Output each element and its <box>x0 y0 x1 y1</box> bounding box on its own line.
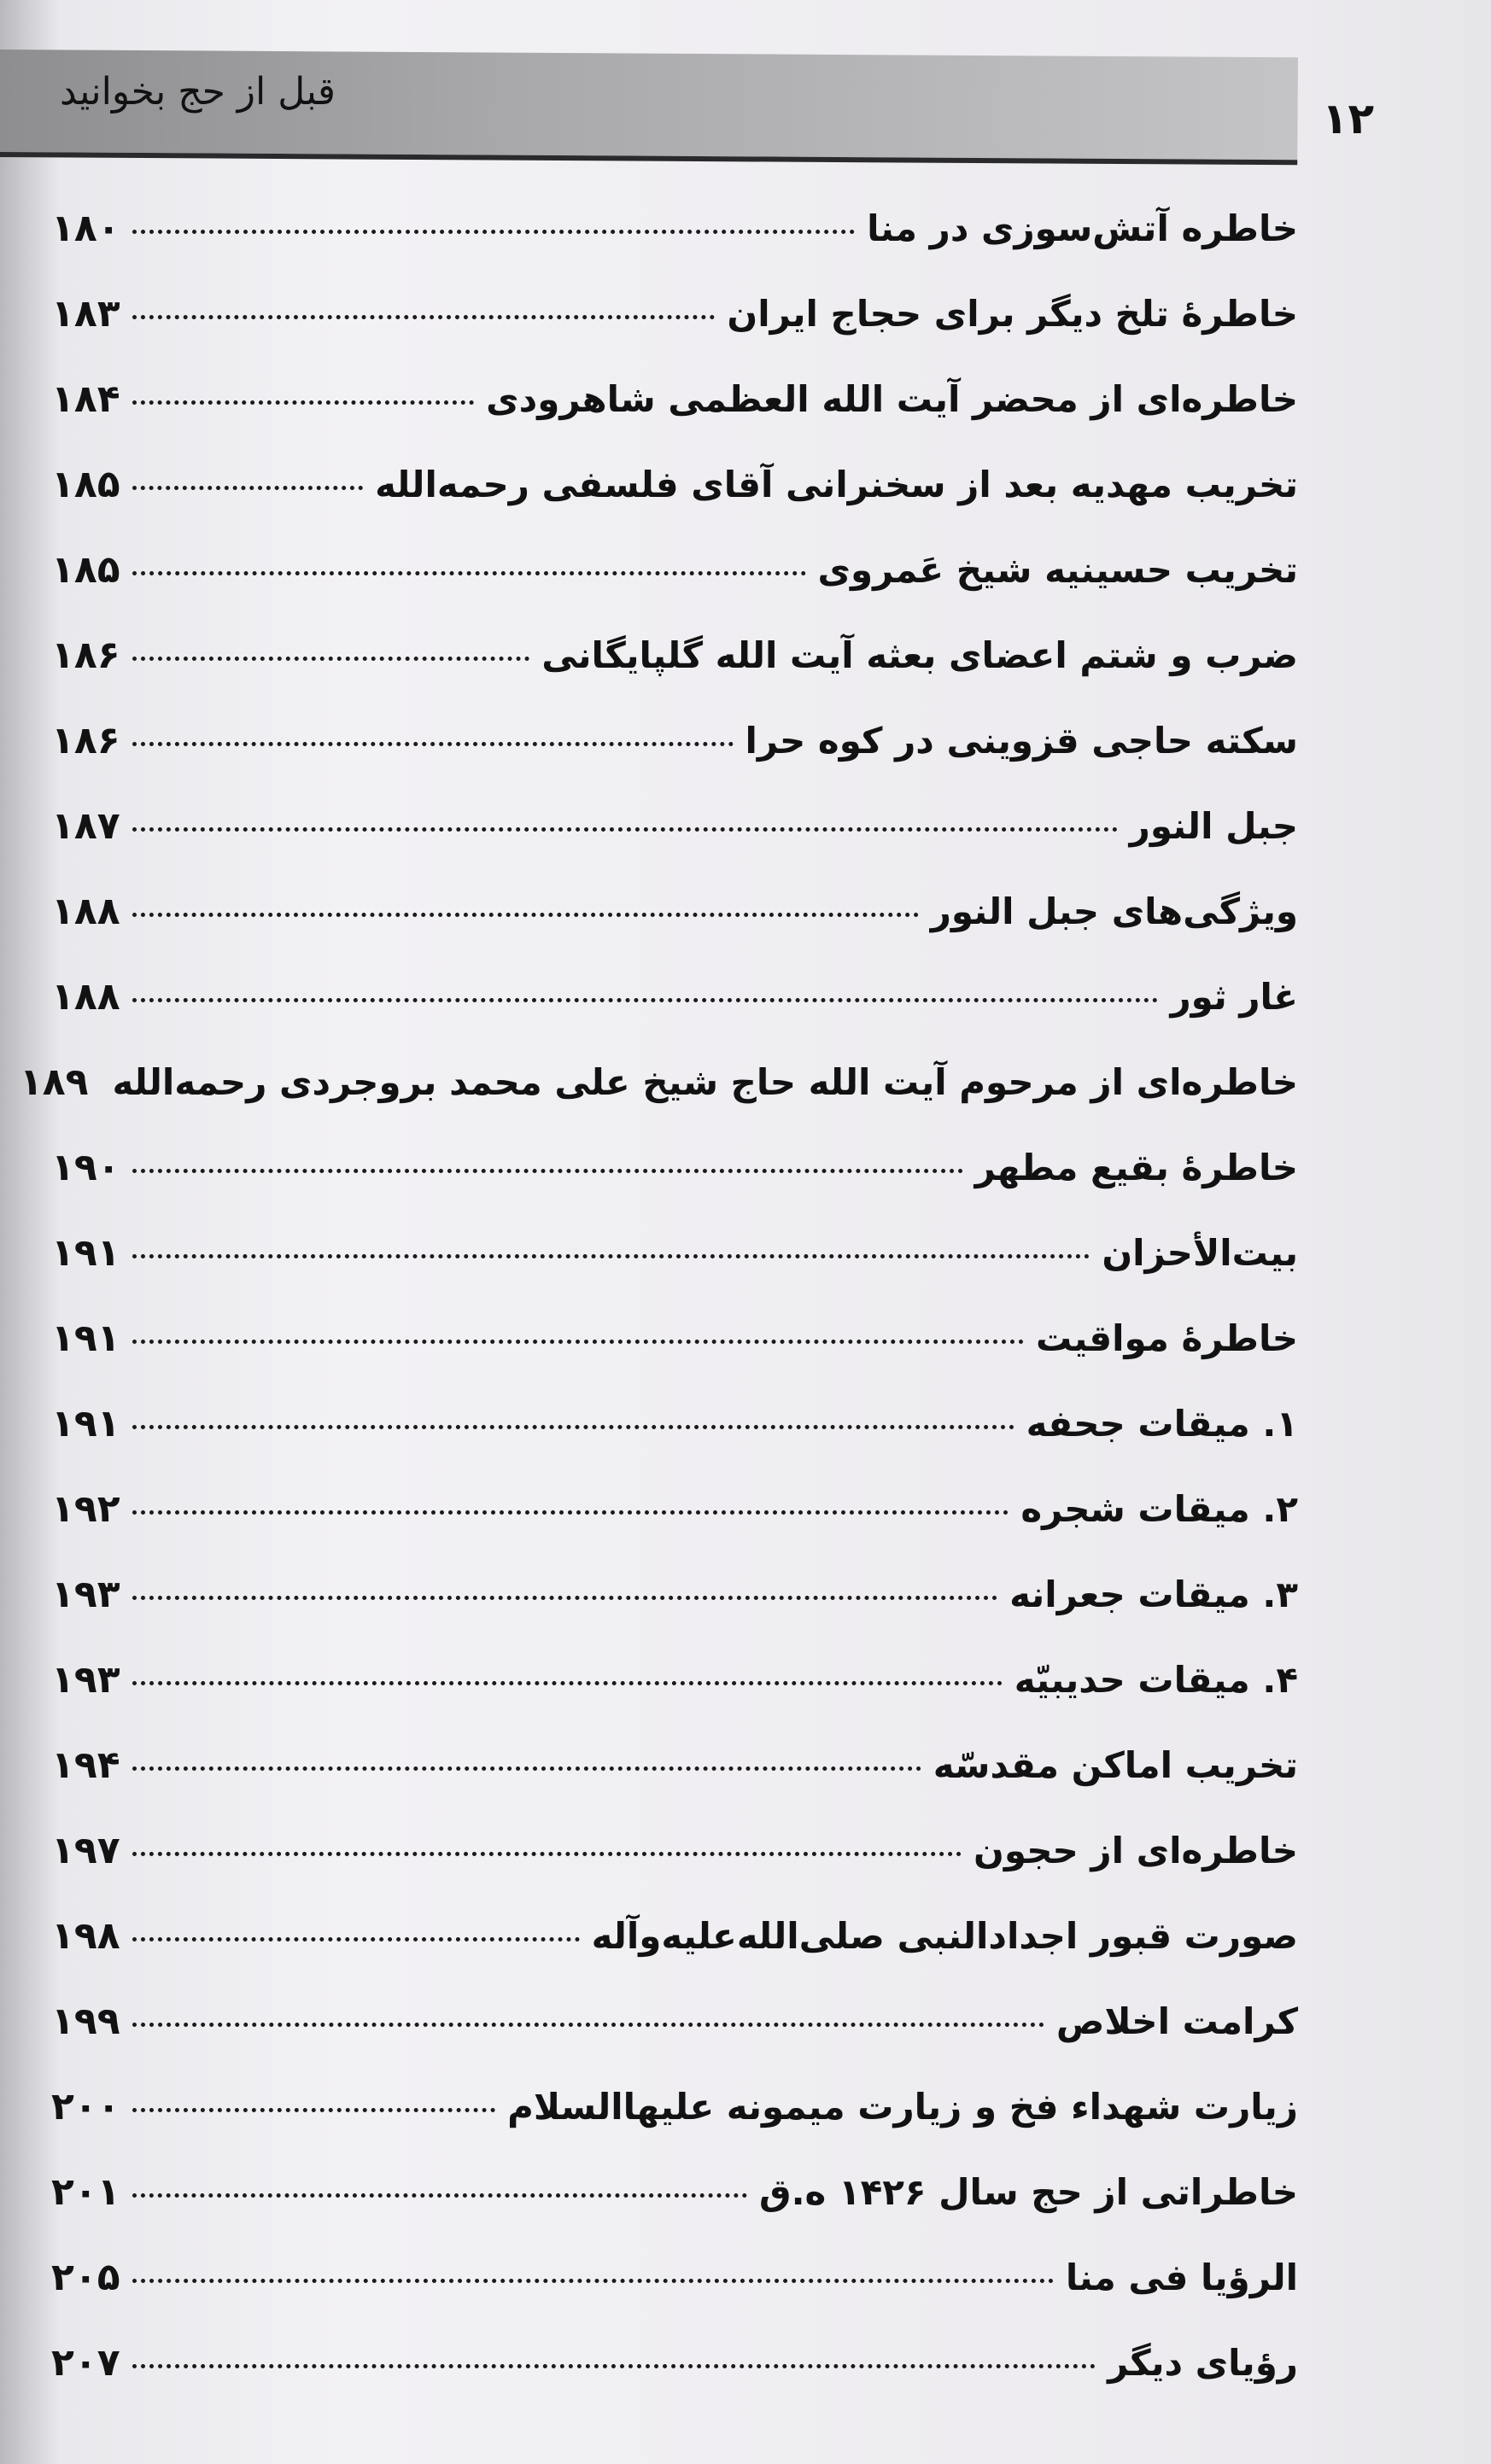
toc-entry-page-number: ۱۸۷ <box>51 804 120 848</box>
toc-entry-title: خاطره‌ای از مرحوم آیت الله حاج شیخ علی محمد بروجردی رحمه‌الله <box>112 1061 1298 1103</box>
toc-entry-title: الرؤیا فی منا <box>1065 2257 1298 2298</box>
dot-leader <box>132 1937 580 1941</box>
toc-entry <box>51 1658 1298 1743</box>
toc-entry-title: رؤیای دیگر <box>1108 2342 1298 2384</box>
dot-leader <box>132 657 530 661</box>
toc-entry-title: ضرب و شتم اعضای بعثه آیت الله گلپایگانی <box>541 634 1298 676</box>
toc-entry-title: ویژگی‌های جبل النور <box>930 890 1298 932</box>
toc-entry-title: خاطره آتش‌سوزی در منا <box>867 207 1298 249</box>
toc-entry-title: غار ثور <box>1170 976 1298 1018</box>
toc-entry <box>51 207 1298 292</box>
toc-entry-page-number: ۱۸۳ <box>51 292 120 336</box>
toc-entry-title: ۳. میقات جعرانه <box>1009 1574 1298 1615</box>
toc-entry-page-number: ۲۰۱ <box>51 2170 120 2214</box>
toc-entry-title: ۲. میقات شجره <box>1020 1488 1298 1530</box>
toc-entry-page-number: ۱۹۷ <box>51 1829 120 1872</box>
toc-entry <box>51 1914 1298 2000</box>
toc-entry-page-number: ۱۹۹ <box>51 2000 120 2043</box>
dot-leader <box>132 2108 496 2112</box>
toc-entry <box>51 975 1298 1060</box>
toc-entry <box>51 2000 1298 2085</box>
toc-entry-page-number: ۱۸۴ <box>51 377 120 421</box>
toc-entry <box>51 634 1298 719</box>
toc-entry <box>51 890 1298 975</box>
toc-entry-page-number: ۱۸۰ <box>51 207 120 250</box>
toc-entry <box>51 2170 1298 2256</box>
toc-entry <box>51 377 1298 463</box>
toc-entry-page-number: ۱۸۸ <box>51 890 120 933</box>
toc-entry-page-number: ۲۰۷ <box>51 2341 120 2385</box>
toc-entry <box>51 1743 1298 1829</box>
toc-entry-page-number: ۲۰۰ <box>51 2085 120 2128</box>
toc-entry-title: صورت قبور اجدادالنبی صلی‌الله‌علیه‌وآله <box>591 1915 1298 1957</box>
dot-leader <box>132 1596 997 1600</box>
toc-entry-title: خاطره‌ای از حجون <box>974 1830 1298 1871</box>
toc-entry <box>51 1402 1298 1487</box>
dot-leader <box>132 400 475 405</box>
toc-entry-title: کرامت اخلاص <box>1055 2000 1298 2042</box>
dot-leader <box>132 1852 962 1856</box>
toc-entry <box>51 1487 1298 1573</box>
toc-entry <box>51 1231 1298 1317</box>
toc-entry-title: خاطرهٔ تلخ دیگر برای حجاج ایران <box>727 293 1298 335</box>
toc-entry-title: تخریب مهدیه بعد از سخنرانی آقای فلسفی رحمه‌الله <box>375 464 1298 505</box>
toc-entry <box>51 292 1298 377</box>
dot-leader <box>132 2023 1044 2027</box>
toc-entry-title: ۴. میقات حدیبیّه <box>1014 1659 1298 1701</box>
dot-leader <box>132 2279 1054 2283</box>
toc-entry-page-number: ۱۹۲ <box>51 1487 120 1531</box>
toc-entry-title: تخریب حسینیه شیخ عَمروی <box>817 549 1298 591</box>
toc-entry <box>51 463 1298 548</box>
toc-entry-title: تخریب اماکن مقدسّه <box>933 1744 1298 1786</box>
toc-entry <box>51 1573 1298 1658</box>
dot-leader <box>132 998 1159 1002</box>
dot-leader <box>132 913 919 917</box>
dot-leader <box>132 571 806 575</box>
toc-entry <box>51 1829 1298 1914</box>
page-number: ۱۲ <box>1322 94 1375 143</box>
toc-entry-page-number: ۱۹۰ <box>51 1146 120 1189</box>
toc-entry <box>51 804 1298 890</box>
dot-leader <box>132 1681 1003 1685</box>
toc-entry-title: خاطره‌ای از محضر آیت الله العظمی شاهرودی <box>486 378 1298 420</box>
toc-entry-title: خاطراتی از حج سال ۱۴۲۶ ه.ق <box>759 2171 1298 2213</box>
toc-entry-page-number: ۱۹۳ <box>51 1658 120 1702</box>
dot-leader <box>132 2364 1096 2368</box>
toc-entry-page-number: ۱۸۹ <box>19 1060 89 1104</box>
toc-entry-page-number: ۱۸۵ <box>51 463 120 506</box>
dot-leader <box>132 1254 1090 1258</box>
dot-leader <box>132 827 1118 832</box>
toc-entry-title: بیت‌الأحزان <box>1102 1232 1298 1274</box>
toc-entry-title: ۱. میقات جحفه <box>1026 1403 1298 1445</box>
toc-entry-page-number: ۱۹۸ <box>51 1914 120 1958</box>
toc-entry-page-number: ۱۸۶ <box>51 634 120 677</box>
dot-leader <box>132 486 363 490</box>
toc-entry-page-number: ۱۹۱ <box>51 1231 120 1275</box>
toc-entry-page-number: ۱۸۶ <box>51 719 120 762</box>
toc-entry <box>51 1317 1298 1402</box>
dot-leader <box>132 1425 1014 1429</box>
table-of-contents <box>19 207 1298 2426</box>
dot-leader <box>132 315 716 319</box>
toc-entry <box>51 2256 1298 2341</box>
toc-entry-title: خاطرهٔ بقیع مطهر <box>974 1147 1298 1188</box>
toc-entry-title: زیارت شهداء فخ و زیارت میمونه علیهاالسلام <box>507 2086 1298 2128</box>
dot-leader <box>132 1510 1009 1515</box>
toc-entry-page-number: ۱۹۱ <box>51 1317 120 1360</box>
dot-leader <box>132 230 856 234</box>
toc-entry-page-number: ۱۸۵ <box>51 548 120 592</box>
toc-entry-title: سکته حاجی قزوینی در کوه حرا <box>745 720 1298 762</box>
dot-leader <box>132 1766 921 1771</box>
dot-leader <box>132 1340 1024 1344</box>
toc-entry-page-number: ۱۸۸ <box>51 975 120 1019</box>
dot-leader <box>132 742 734 746</box>
dot-leader <box>132 2193 747 2198</box>
toc-entry-page-number: ۲۰۵ <box>51 2256 120 2299</box>
toc-entry <box>19 1060 1298 1146</box>
running-header-title: قبل از حج بخوانید <box>60 70 336 114</box>
toc-entry <box>51 2085 1298 2170</box>
dot-leader <box>132 1169 963 1173</box>
toc-entry-page-number: ۱۹۳ <box>51 1573 120 1616</box>
toc-entry-page-number: ۱۹۱ <box>51 1402 120 1445</box>
toc-entry-page-number: ۱۹۴ <box>51 1743 120 1787</box>
toc-entry-title: جبل النور <box>1129 805 1298 847</box>
toc-entry <box>51 548 1298 634</box>
toc-entry <box>51 719 1298 804</box>
toc-entry <box>51 2341 1298 2426</box>
toc-entry <box>51 1146 1298 1231</box>
toc-entry-title: خاطرهٔ مواقیت <box>1036 1317 1298 1359</box>
